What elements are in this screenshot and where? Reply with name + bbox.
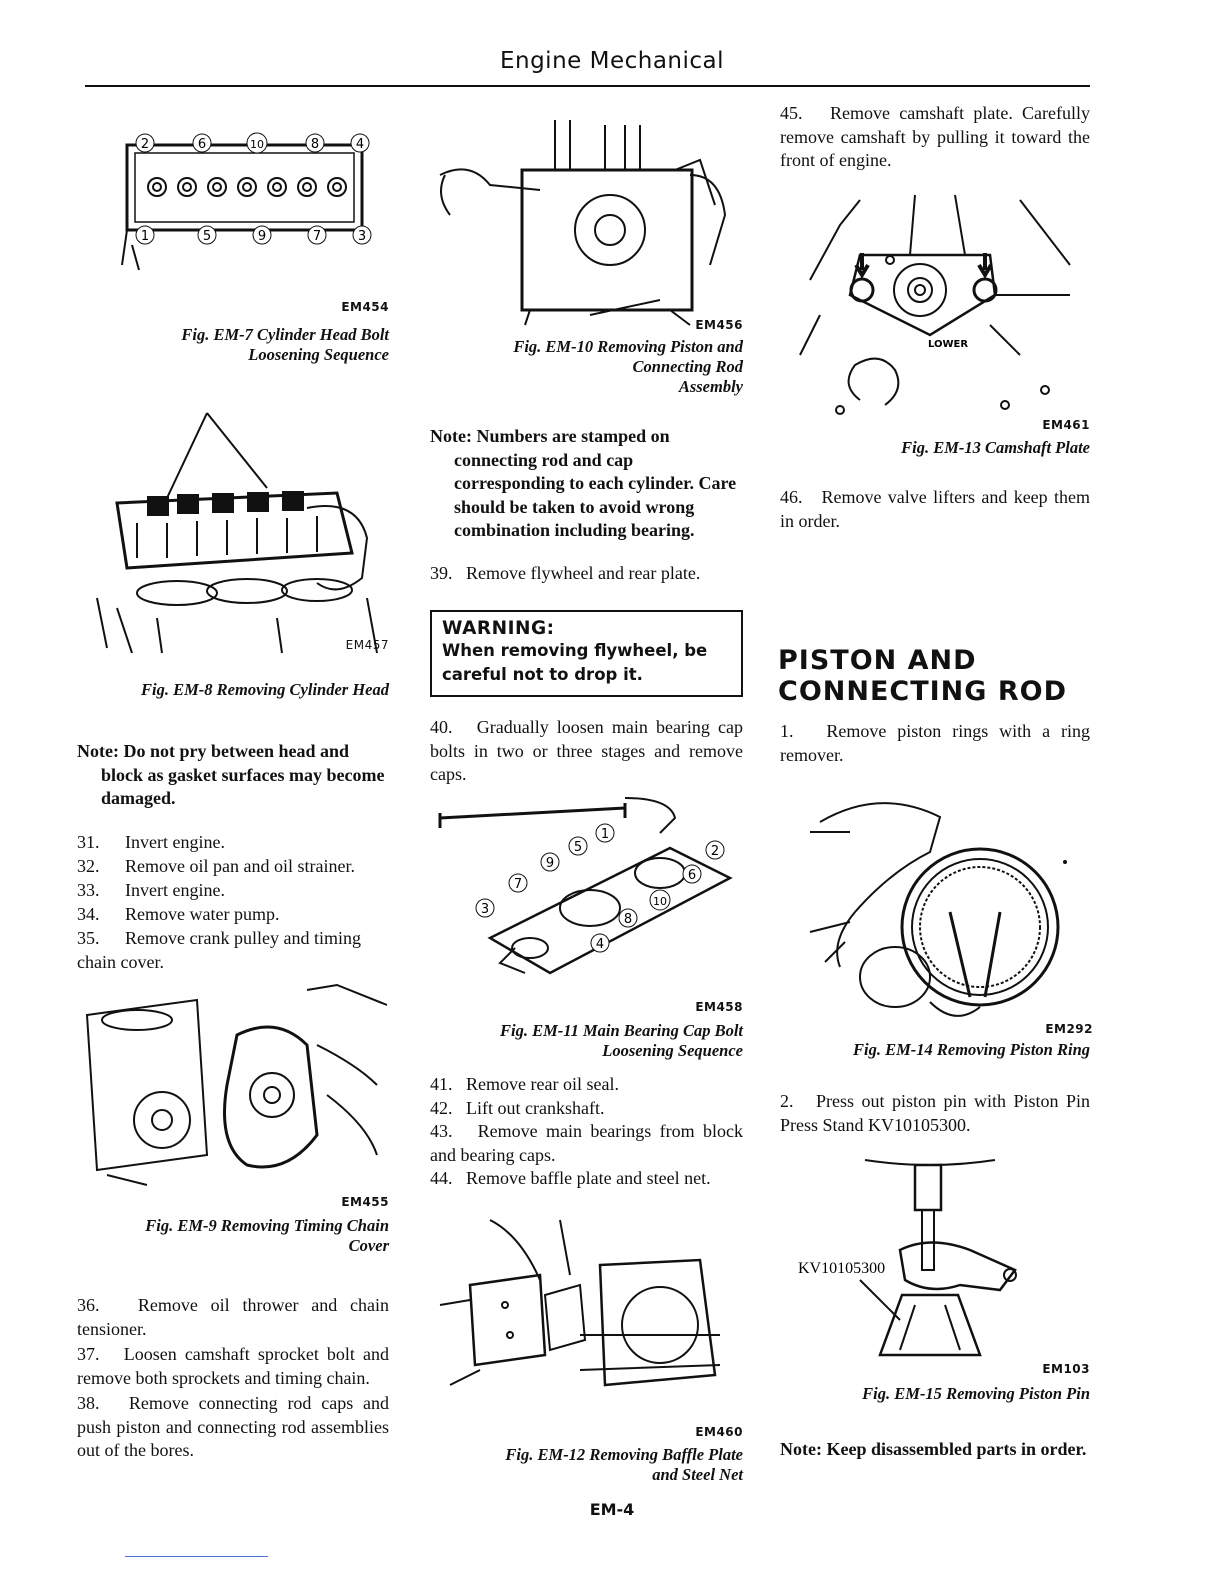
step-number: 32. (77, 856, 100, 876)
fig11-number: Fig. EM-11 (500, 1021, 579, 1040)
step-number: 33. (77, 880, 100, 900)
page-header: Engine Mechanical (499, 48, 725, 74)
cylinder-head-bolt-illustration (77, 105, 389, 275)
fig15-tool-label: KV10105300 (798, 1260, 886, 1277)
step-text: Remove oil thrower and chain tensioner. (77, 1295, 390, 1339)
note-text: Do not pry between head and block as gasket surfaces may become damaged. (101, 741, 385, 808)
note-prefix: Note: (780, 1439, 822, 1459)
svg-text:6: 6 (197, 137, 207, 152)
fig8-number: Fig. EM-8 (141, 680, 213, 699)
fig12-code: EM460 (695, 1425, 743, 1439)
svg-text:2: 2 (140, 137, 150, 152)
step-text: Remove valve lifters and keep them in order. (780, 487, 1090, 531)
footer-rule (125, 1556, 268, 1557)
step-text: Remove piston rings with a ring remover. (780, 721, 1091, 765)
step-number: 42. (430, 1097, 453, 1118)
step-39 (430, 562, 743, 586)
step-46 (780, 486, 1090, 533)
warning-title: WARNING: (442, 618, 555, 639)
step-text: Gradually loosen main bearing cap bolts in two or three stages and remove caps. (430, 717, 743, 784)
step-45 (780, 102, 1090, 173)
fig7-number: Fig. EM-7 (181, 325, 253, 344)
fig7-caption (77, 325, 389, 365)
step-36 (77, 1294, 389, 1341)
fig11-title-2: Loosening Sequence (602, 1041, 743, 1060)
main-bearing-cap-illustration (430, 788, 743, 993)
step-number: 41. (430, 1074, 453, 1094)
svg-text:5: 5 (573, 840, 583, 855)
fig9-title-1: Removing Timing Chain (220, 1216, 389, 1235)
piston-rod-removal-illustration (430, 115, 743, 330)
step-text: Remove camshaft plate. Carefully remove camshaft by pulling it toward the front of engine. (780, 103, 1090, 170)
step-number: 2. (780, 1091, 794, 1111)
section-title-line-1: PISTON AND (778, 645, 977, 676)
step-1 (780, 720, 1090, 767)
svg-text:3: 3 (357, 229, 367, 244)
step-text: Remove flywheel and rear plate. (466, 563, 701, 583)
fig7-title-2: Loosening Sequence (248, 345, 389, 364)
fig10-title-1: Removing Piston and (597, 337, 743, 356)
fig11-title-1: Main Bearing Cap Bolt (583, 1021, 743, 1040)
note-head-block (77, 740, 389, 811)
fig10-title-3: Assembly (678, 377, 743, 396)
section-title (778, 645, 1088, 707)
step-41 (430, 1073, 743, 1097)
step-number: 37. (77, 1344, 100, 1364)
fig10-caption (430, 337, 743, 397)
step-text: Remove baffle plate and steel net. (466, 1168, 711, 1188)
step-number: 38. (77, 1393, 100, 1413)
step-38 (77, 1392, 389, 1463)
svg-text:8: 8 (310, 137, 320, 152)
header-rule (85, 85, 1090, 87)
step-number: 45. (780, 103, 803, 123)
fig7-code: EM454 (341, 300, 389, 314)
step-44 (430, 1167, 743, 1191)
step-32 (77, 854, 389, 878)
svg-text:3: 3 (480, 902, 490, 917)
fig10-number: Fig. EM-10 (513, 337, 594, 356)
fig8-code: EM457 (345, 638, 389, 652)
step-number: 39. (430, 563, 453, 583)
svg-text:9: 9 (257, 229, 267, 244)
warning-text: When removing flywheel, be careful not to drop it. (442, 641, 708, 684)
timing-chain-cover-illustration (77, 975, 389, 1190)
step-text: Remove main bearings from block and bearing caps. (430, 1121, 744, 1165)
warning-box (430, 610, 743, 697)
steps-31-35 (77, 830, 389, 974)
fig8-caption (77, 680, 389, 700)
step-text: Lift out crankshaft. (466, 1097, 605, 1118)
steps-36-38 (77, 1294, 389, 1463)
step-number: 35. (77, 928, 100, 948)
fig14-number: Fig. EM-14 (853, 1040, 933, 1059)
fig11-caption (430, 1021, 743, 1061)
step-33 (77, 878, 389, 902)
fig14-code: EM292 (1045, 1022, 1093, 1036)
fig13-number: Fig. EM-13 (901, 438, 981, 457)
note-keep-parts (780, 1438, 1090, 1462)
steps-41-44 (430, 1073, 743, 1191)
fig15-caption (780, 1384, 1090, 1404)
fig13-title: Camshaft Plate (985, 438, 1090, 457)
page-number: EM-4 (589, 1500, 635, 1519)
svg-text:4: 4 (355, 137, 365, 152)
step-number: 40. (430, 717, 453, 737)
step-text: Remove connecting rod caps and push piston and connecting rod assemblies out of the bores. (77, 1393, 389, 1460)
step-34 (77, 902, 389, 926)
fig15-title: Removing Piston Pin (946, 1384, 1090, 1403)
step-40 (430, 716, 743, 787)
step-number: 1. (780, 721, 794, 741)
step-42 (430, 1097, 743, 1121)
fig15-number: Fig. EM-15 (862, 1384, 942, 1403)
step-text: Press out piston pin with Piston Pin Press Stand KV10105300. (780, 1091, 1090, 1135)
step-35 (77, 926, 389, 974)
section-title-line-2: CONNECTING ROD (778, 676, 1067, 707)
fig12-number: Fig. EM-12 (505, 1445, 586, 1464)
step-43 (430, 1120, 743, 1167)
step-text: Invert engine. (125, 880, 225, 900)
note-text: Numbers are stamped on connecting rod and cap corresponding to each cylinder. Care should be taken to avoid wrong combination including bearing. (454, 426, 737, 540)
step-31 (77, 830, 389, 854)
fig12-caption (430, 1445, 743, 1485)
step-number: 44. (430, 1168, 453, 1188)
piston-pin-press-illustration (780, 1155, 1090, 1365)
step-text: Remove crank pulley and timing chain cover. (77, 928, 361, 972)
step-number: 34. (77, 904, 100, 924)
fig9-code: EM455 (341, 1195, 389, 1209)
fig10-title-2: Connecting Rod (632, 357, 743, 376)
svg-text:10: 10 (250, 138, 264, 151)
note-text: Keep disassembled parts in order. (826, 1439, 1087, 1459)
fig15-code: EM103 (1042, 1362, 1090, 1376)
note-connecting-rod (430, 425, 743, 543)
fig12-title-2: and Steel Net (652, 1465, 743, 1484)
fig13-lower-label: LOWER (928, 339, 969, 350)
fig12-title-1: Removing Baffle Plate (589, 1445, 743, 1464)
fig13-code: EM461 (1042, 418, 1090, 432)
svg-text:10: 10 (653, 895, 667, 908)
svg-text:1: 1 (600, 827, 610, 842)
step-number: 36. (77, 1295, 100, 1315)
svg-text:6: 6 (687, 868, 697, 883)
fig14-title: Removing Piston Ring (936, 1040, 1090, 1059)
svg-text:9: 9 (545, 856, 555, 871)
step-text: Remove rear oil seal. (466, 1074, 619, 1094)
fig7-title-1: Cylinder Head Bolt (257, 325, 389, 344)
svg-text:1: 1 (140, 229, 150, 244)
piston-ring-removal-illustration (780, 792, 1090, 1022)
svg-text:8: 8 (623, 912, 633, 927)
svg-text:7: 7 (312, 229, 322, 244)
svg-text:4: 4 (595, 937, 605, 952)
svg-text:7: 7 (513, 877, 523, 892)
step-2 (780, 1090, 1090, 1137)
fig10-code: EM456 (695, 318, 743, 332)
note-prefix: Note: (77, 741, 119, 761)
fig9-title-2: Cover (348, 1236, 389, 1255)
fig8-title: Removing Cylinder Head (216, 680, 389, 699)
svg-text:5: 5 (202, 229, 212, 244)
step-text: Remove oil pan and oil strainer. (125, 856, 355, 876)
fig11-code: EM458 (695, 1000, 743, 1014)
step-text: Remove water pump. (125, 904, 280, 924)
step-number: 46. (780, 487, 803, 507)
step-text: Loosen camshaft sprocket bolt and remove both sprockets and timing chain. (77, 1344, 389, 1388)
fig13-caption (780, 438, 1090, 458)
fig9-number: Fig. EM-9 (145, 1216, 217, 1235)
baffle-plate-illustration (430, 1215, 743, 1420)
step-number: 31. (77, 832, 100, 852)
svg-text:2: 2 (710, 844, 720, 859)
step-number: 43. (430, 1121, 453, 1141)
camshaft-plate-illustration (780, 185, 1090, 415)
fig14-caption (780, 1040, 1090, 1060)
fig9-caption (77, 1216, 389, 1256)
step-37 (77, 1343, 389, 1390)
step-text: Invert engine. (125, 832, 225, 852)
note-prefix: Note: (430, 426, 472, 446)
cylinder-head-removal-illustration (77, 408, 389, 663)
